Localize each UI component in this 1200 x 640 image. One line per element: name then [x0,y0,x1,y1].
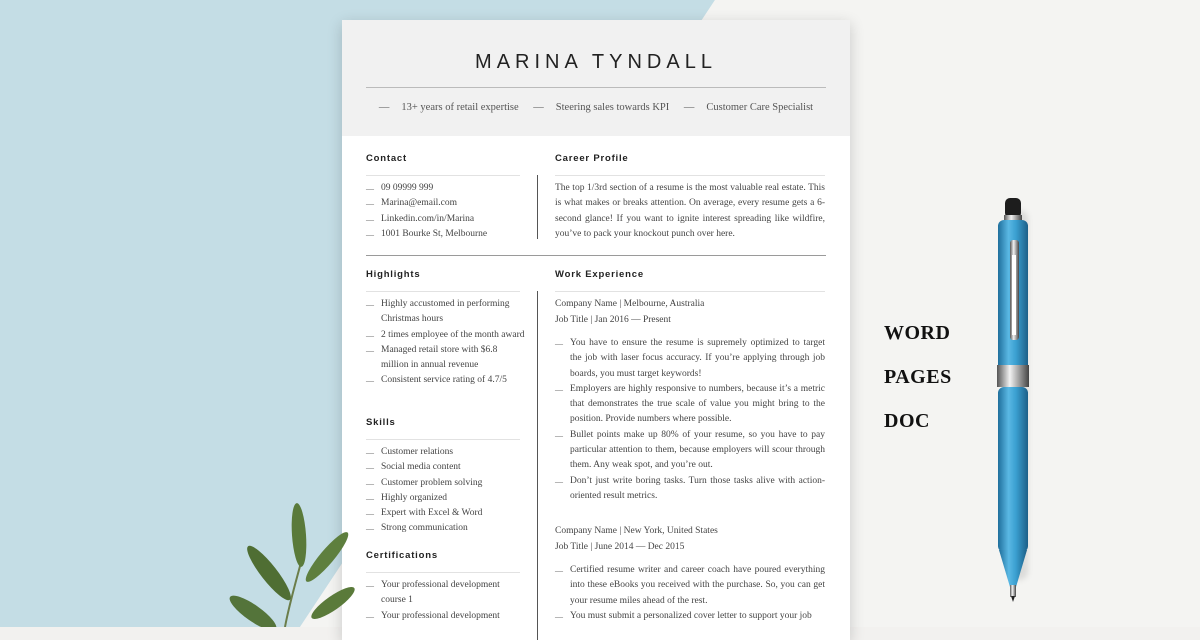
contact-phone: — 09 09999 999 [366,181,526,196]
highlight-item: — Highly accustomed in performing Christmas hours [366,297,526,328]
skill-item: — Expert with Excel & Word [366,506,526,521]
certifications-rule [366,572,520,573]
contact-address: — 1001 Bourke St, Melbourne [366,227,526,242]
skill-item: — Customer problem solving [366,476,526,491]
tagline-item: Customer Care Specialist [706,102,814,113]
job-bullets [555,336,825,504]
highlights-rule [366,291,520,292]
resume-tagline [342,102,850,113]
certifications-list [366,578,526,624]
skill-item: — Highly organized [366,491,526,506]
job-bullet: — You have to ensure the resume is supremely optimized to target the job with laser focus accuracy. If you’re applying through job boards, you must target keywords! [555,336,825,382]
job-bullet: — Don’t just write boring tasks. Turn those tasks alive with action-oriented result metrics. [555,474,825,505]
tagline-dash: — [683,102,695,113]
career-profile-heading: Career Profile [555,153,629,164]
job-bullets [555,563,825,624]
skill-item: — Social media content [366,460,526,475]
tagline-item: 13+ years of retail expertise [401,102,519,113]
contact-linkedin: — Linkedin.com/in/Marina [366,212,526,227]
highlight-item: — Consistent service rating of 4.7/5 [366,373,526,388]
job-bullet: — Employers are highly responsive to numbers, because it’s a metric that demonstrates the true scale of value you might bring to the position. Provide numbers where possible. [555,382,825,428]
skills-rule [366,439,520,440]
skill-item: — Customer relations [366,445,526,460]
pen-icon [990,195,1040,605]
job-title: Job Title | June 2014 — Dec 2015 [555,542,685,552]
format-pages: PAGES [884,366,952,388]
highlights-list [366,297,526,389]
certification-item: — Your professional development [366,609,526,624]
section-divider [366,255,826,256]
certifications-heading: Certifications [366,550,438,561]
resume-header [342,20,850,136]
tagline-item: Steering sales towards KPI [555,102,670,113]
contact-email: — Marina@email.com [366,196,526,211]
tagline-dash: — [378,102,390,113]
job-title: Job Title | Jan 2016 — Present [555,315,671,325]
resume-page [342,20,850,640]
column-divider-bottom [537,291,538,640]
job-bullet: — Bullet points make up 80% of your resume, so you have to pay particular attention to them, because employers will scour through them. Any weak spot, and you’re out. [555,428,825,474]
job-bullet: — Certified resume writer and career coach have poured everything into these eBooks you received with the purchase. So, you can get your resume miles ahead of the rest. [555,563,825,609]
contact-list [366,181,526,242]
highlight-item: — 2 times employee of the month award [366,328,526,343]
job-company: Company Name | New York, United States [555,526,718,536]
contact-heading: Contact [366,153,407,164]
tagline-dash: — [533,102,544,113]
column-divider-top [537,175,538,239]
work-experience-rule [555,291,825,292]
resume-name: MARINA TYNDALL [475,51,717,73]
contact-rule [366,175,520,176]
highlights-heading: Highlights [366,269,421,280]
career-profile-rule [555,175,825,176]
plant-sprig-decoration [215,495,375,627]
format-word: WORD [884,322,951,344]
work-experience-heading: Work Experience [555,269,644,280]
certification-item: — Your professional development course 1 [366,578,526,609]
job-bullet: — You must submit a personalized cover letter to support your job [555,609,825,624]
skills-heading: Skills [366,417,396,428]
job-company: Company Name | Melbourne, Australia [555,299,705,309]
skill-item: — Strong communication [366,521,526,536]
format-doc: DOC [884,410,930,432]
header-divider [366,87,826,88]
highlight-item: — Managed retail store with $6.8 million in annual revenue [366,343,526,374]
skills-list [366,445,526,537]
career-profile-text: The top 1/3rd section of a resume is the most valuable real estate. This is what makes or breaks attention. On average, every resume gets a 6-second glance! If you want to ignite interest spreading like wildfire, you’ve to pack your knockout punch over here. [555,183,825,239]
